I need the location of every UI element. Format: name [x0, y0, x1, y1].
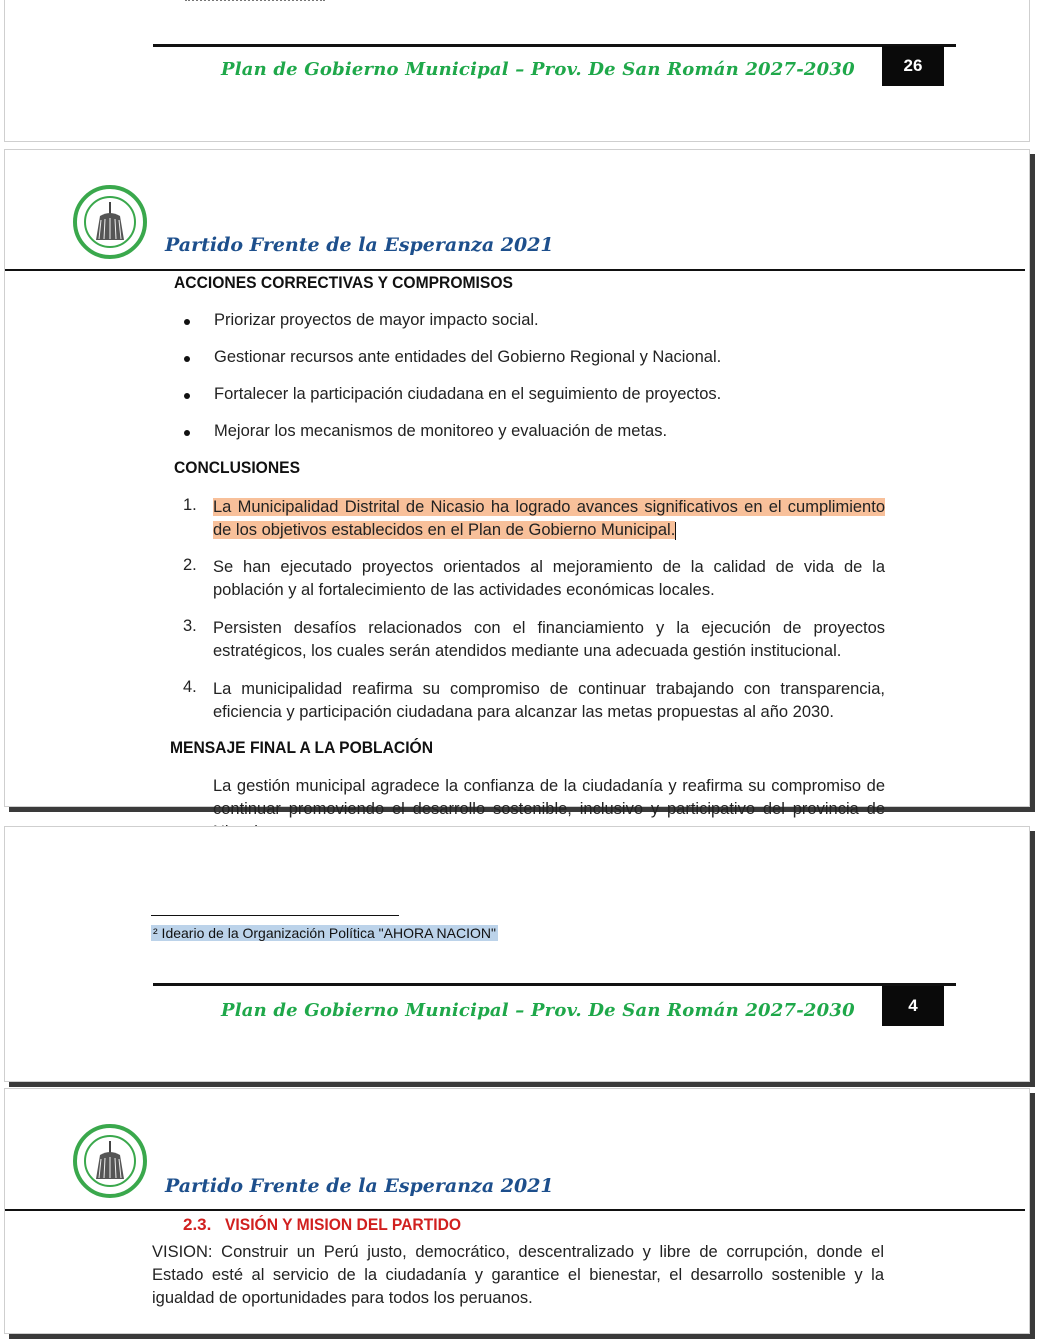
footer-title: Plan de Gobierno Municipal – Prov. De San Román 2027-2030 [221, 1000, 855, 1021]
vision-text: VISION: Construir un Perú justo, democrático, descentralizado y libre de corrupción, donde el Estado esté al servicio de la ciudadanía y garantice el bienestar, el desarrollo sostenible y la igualdad de oportunidades para todos los peruanos. [152, 1243, 884, 1307]
bullet-dot [184, 319, 190, 325]
document-page-4 [4, 826, 1030, 1082]
footnote-separator [151, 915, 399, 916]
document-page-26 [4, 0, 1030, 142]
page-number: 26 [882, 46, 944, 86]
conclusion-text: Persisten desafíos relacionados con el financiamiento y la ejecución de proyectos estratégicos, los cuales serán atendidos mediante una adecuada gestión institucional. [213, 619, 885, 660]
text-cursor [675, 522, 676, 540]
conclusion-text: La municipalidad reafirma su compromiso de continuar trabajando con transparencia, eficiencia y participación ciudadana para alcanzar las metas propuestas al año 2030. [213, 680, 885, 721]
document-page-main [4, 149, 1030, 818]
header-rule [5, 269, 1025, 271]
section-heading-conclusiones: CONCLUSIONES [174, 458, 301, 477]
footer-title: Plan de Gobierno Municipal – Prov. De San Román 2027-2030 [221, 59, 855, 80]
list-number: 2. [183, 556, 197, 574]
footer-rule [153, 983, 956, 986]
highlighted-text: La Municipalidad Distrital de Nicasio ha logrado avances significativos en el cumplimiento de los objetivos establecidos en el Plan de Gobierno Municipal. [213, 498, 885, 539]
header-title: Partido Frente de la Esperanza 2021 [165, 1175, 554, 1197]
clipped-text-fragment [185, 0, 325, 5]
list-number: 4. [183, 678, 197, 696]
section-heading-mensaje: MENSAJE FINAL A LA POBLACIÓN [170, 738, 434, 757]
bullet-text: Fortalecer la participación ciudadana en el seguimiento de proyectos. [214, 385, 722, 403]
list-number: 3. [183, 617, 197, 635]
bullet-dot [184, 356, 190, 362]
bullet-dot [184, 393, 190, 399]
broom-logo-icon [73, 185, 147, 259]
header-title: Partido Frente de la Esperanza 2021 [165, 234, 554, 256]
document-page-5 [4, 1088, 1030, 1334]
bullet-dot [184, 430, 190, 436]
section-heading-acciones: ACCIONES CORRECTIVAS Y COMPROMISOS [174, 273, 513, 292]
bullet-text: Gestionar recursos ante entidades del Gobierno Regional y Nacional. [214, 348, 722, 366]
final-message-text: La gestión municipal agradece la confianza de la ciudadanía y reafirma su compromiso de continuar promoviendo el desarrollo sostenible, inclusivo y participativo del provincia de [213, 777, 885, 818]
broom-logo-icon [73, 1124, 147, 1198]
bullet-text: Priorizar proyectos de mayor impacto social. [214, 311, 539, 329]
bullet-text: Mejorar los mecanismos de monitoreo y evaluación de metas. [214, 422, 668, 440]
header-rule [5, 1209, 1025, 1211]
conclusion-text: Se han ejecutado proyectos orientados al mejoramiento de la calidad de vida de la población y al fortalecimiento de las actividades económicas locales. [213, 558, 885, 599]
footnote-text: ² Ideario de la Organización Política "AHORA NACION" [153, 925, 496, 941]
footer-rule [153, 44, 956, 47]
section-title: VISIÓN Y MISION DEL PARTIDO [225, 1215, 462, 1234]
conclusion-text-highlighted [213, 496, 885, 542]
list-number: 1. [183, 496, 197, 514]
page-number: 4 [882, 986, 944, 1026]
section-number: 2.3. [183, 1215, 212, 1234]
